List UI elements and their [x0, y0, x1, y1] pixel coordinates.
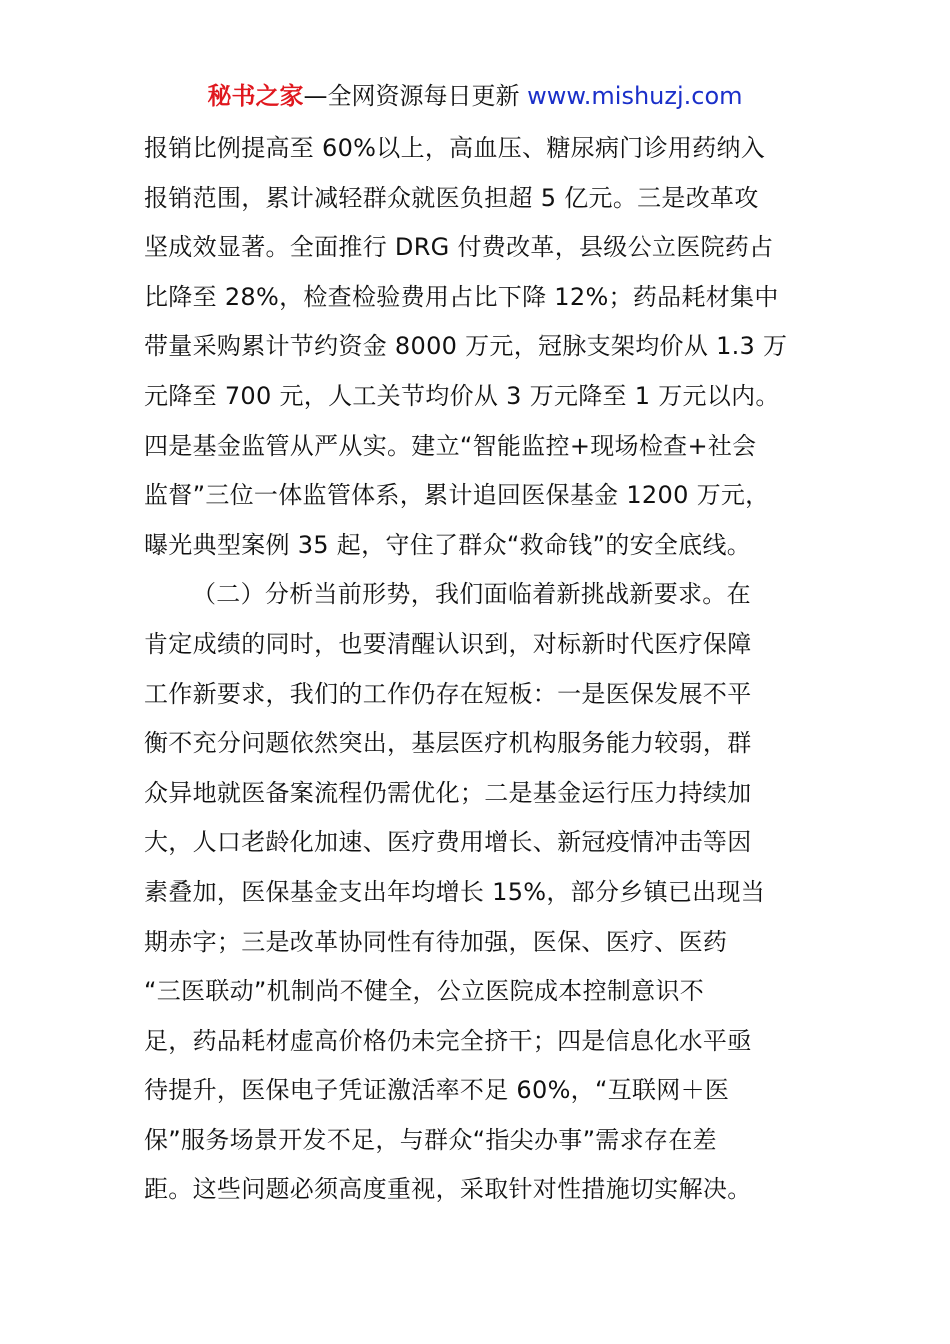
text-line: 监督”三位一体监管体系，累计追回医保基金 1200 万元， — [144, 481, 770, 510]
text-line: 肯定成绩的同时，也要清醒认识到，对标新时代医疗保障 — [144, 629, 752, 658]
text-line: 众异地就医备案流程仍需优化；二是基金运行压力持续加 — [144, 778, 752, 807]
text-line: 期赤字；三是改革协同性有待加强，医保、医疗、医药 — [144, 927, 728, 956]
text-line: 衡不充分问题依然突出，基层医疗机构服务能力较弱，群 — [144, 729, 752, 758]
text-line: 坚成效显著。全面推行 DRG 付费改革，县级公立医院药占 — [144, 233, 774, 262]
text-line: 工作新要求，我们的工作仍存在短板：一是医保发展不平 — [144, 679, 752, 708]
site-header — [0, 78, 950, 114]
document-body — [144, 124, 824, 1215]
text-line: 曝光典型案例 35 起，守住了群众“救命钱”的安全底线。 — [144, 530, 752, 559]
text-line: 报销比例提高至 60%以上，高血压、糖尿病门诊用药纳入 — [144, 134, 766, 162]
text-line: 待提升，医保电子凭证激活率不足 60%，“互联网＋医 — [144, 1076, 730, 1105]
text-line: 素叠加，医保基金支出年均增长 15%，部分乡镇已出现当 — [144, 877, 766, 906]
text-line: 大，人口老龄化加速、医疗费用增长、新冠疫情冲击等因 — [144, 828, 752, 857]
text-line: 元降至 700 元，人工关节均价从 3 万元降至 1 万元以内。 — [144, 381, 780, 410]
text-line: 带量采购累计节约资金 8000 万元，冠脉支架均价从 1.3 万 — [144, 332, 788, 361]
site-url-link[interactable]: www.mishuzj.com — [527, 82, 743, 110]
text-line: 足，药品耗材虚高价格仍未完全挤干；四是信息化水平亟 — [144, 1026, 752, 1055]
text-line: 报销范围，累计减轻群众就医负担超 5 亿元。三是改革攻 — [144, 183, 759, 212]
text-line: 保”服务场景开发不足，与群众“指尖办事”需求存在差 — [144, 1125, 717, 1154]
text-line: “三医联动”机制尚不健全，公立医院成本控制意识不 — [144, 977, 705, 1006]
site-brand: 秘书之家 — [207, 82, 304, 110]
paragraph-start-line: （二）分析当前形势，我们面临着新挑战新要求。在 — [192, 580, 751, 609]
text-line: 距。这些问题必须高度重视，采取针对性措施切实解决。 — [144, 1175, 752, 1204]
text-line: 四是基金监管从严从实。建立“智能监控+现场检查+社会 — [144, 431, 757, 460]
text-line: 比降至 28%，检查检验费用占比下降 12%；药品耗材集中 — [144, 282, 779, 311]
site-tagline: —全网资源每日更新 — [303, 82, 528, 110]
